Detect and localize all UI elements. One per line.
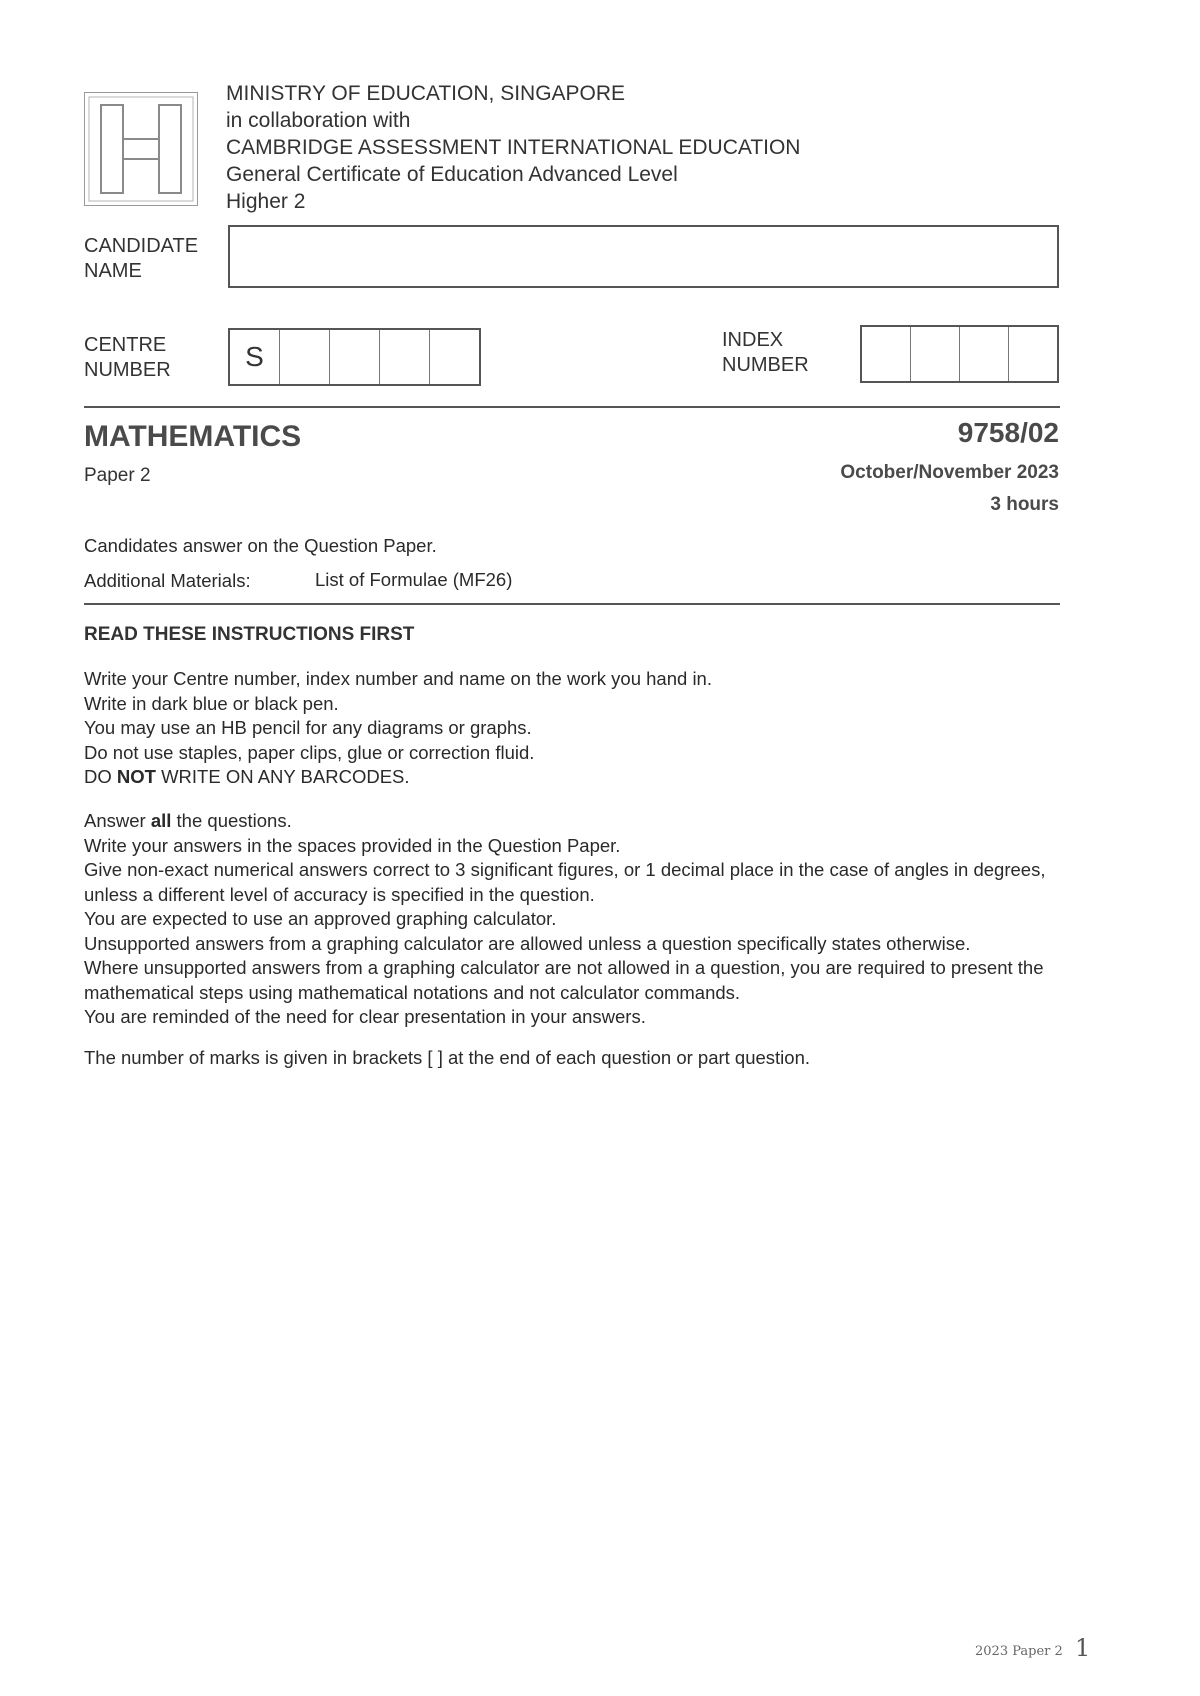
instruction-line: Give non-exact numerical answers correct to 3 significant figures, or 1 decimal place in the case of angles in degrees, unless a different level of accuracy is specified in the question. bbox=[84, 859, 1046, 905]
instruction-line-barcodes: DO NOT WRITE ON ANY BARCODES. bbox=[84, 766, 410, 787]
index-number-field[interactable] bbox=[860, 325, 1059, 383]
centre-digit[interactable] bbox=[380, 330, 430, 384]
centre-digit[interactable] bbox=[430, 330, 479, 384]
divider bbox=[84, 406, 1060, 408]
footer-reference: 2023 Paper 2 bbox=[975, 1644, 1063, 1659]
instruction-line: Where unsupported answers from a graphing calculator are not allowed in a question, you are required to present the mathematical steps using mathematical notations and not calculator commands. bbox=[84, 957, 1044, 1003]
materials-label: Additional Materials: bbox=[84, 570, 251, 591]
exam-duration: 3 hours bbox=[990, 494, 1059, 515]
centre-digit[interactable] bbox=[280, 330, 330, 384]
index-digit[interactable] bbox=[911, 327, 960, 381]
centre-digit-prefix: S bbox=[230, 330, 280, 384]
candidate-name-field[interactable] bbox=[228, 225, 1059, 288]
syllabus-code: 9758/02 bbox=[957, 417, 1059, 448]
instruction-line: Write in dark blue or black pen. bbox=[84, 692, 339, 714]
page-number: 1 bbox=[1075, 1634, 1091, 1662]
header-collab: in collaboration with bbox=[226, 109, 411, 132]
index-digit[interactable] bbox=[862, 327, 911, 381]
candidate-name-label: CANDIDATE NAME bbox=[84, 235, 199, 282]
subject-title: MATHEMATICS bbox=[84, 420, 302, 453]
instruction-line: You are expected to use an approved graphing calculator. bbox=[84, 908, 557, 929]
header-board: CAMBRIDGE ASSESSMENT INTERNATIONAL EDUCATION bbox=[226, 136, 801, 159]
instructions-title: READ THESE INSTRUCTIONS FIRST bbox=[84, 624, 415, 645]
exam-header bbox=[226, 80, 800, 215]
instructions-block-1 bbox=[84, 667, 1064, 790]
exam-logo bbox=[84, 92, 198, 206]
header-ministry: MINISTRY OF EDUCATION, SINGAPORE bbox=[226, 82, 626, 105]
instruction-line-answer-all: Answer all the questions. bbox=[84, 810, 292, 831]
index-digit[interactable] bbox=[1009, 327, 1057, 381]
index-digit[interactable] bbox=[960, 327, 1009, 381]
instruction-line: Unsupported answers from a graphing calculator are allowed unless a question specifically states otherwise. bbox=[84, 932, 971, 954]
header-qualification: General Certificate of Education Advanced Level bbox=[226, 163, 678, 186]
centre-number-label: CENTRE NUMBER bbox=[84, 334, 171, 381]
centre-number-field[interactable] bbox=[228, 328, 481, 386]
instruction-line: Write your answers in the spaces provided in the Question Paper. bbox=[84, 834, 621, 856]
materials-value: List of Formulae (MF26) bbox=[315, 569, 513, 590]
divider bbox=[84, 603, 1060, 605]
instruction-line: Write your Centre number, index number and name on the work you hand in. bbox=[84, 668, 712, 689]
answer-note: Candidates answer on the Question Paper. bbox=[84, 535, 437, 556]
paper-number: Paper 2 bbox=[84, 465, 151, 486]
marks-note: The number of marks is given in brackets [ ] at the end of each question or part question. bbox=[84, 1047, 811, 1068]
exam-session: October/November 2023 bbox=[840, 462, 1059, 483]
header-level: Higher 2 bbox=[226, 190, 306, 213]
instruction-line: You may use an HB pencil for any diagrams or graphs. bbox=[84, 717, 532, 738]
instructions-block-2 bbox=[84, 809, 1064, 1030]
h-logo-icon bbox=[85, 93, 197, 205]
instruction-line: You are reminded of the need for clear presentation in your answers. bbox=[84, 1006, 646, 1027]
instruction-line: Do not use staples, paper clips, glue or correction fluid. bbox=[84, 741, 535, 763]
centre-digit[interactable] bbox=[330, 330, 380, 384]
index-number-label: INDEX NUMBER bbox=[722, 329, 809, 376]
